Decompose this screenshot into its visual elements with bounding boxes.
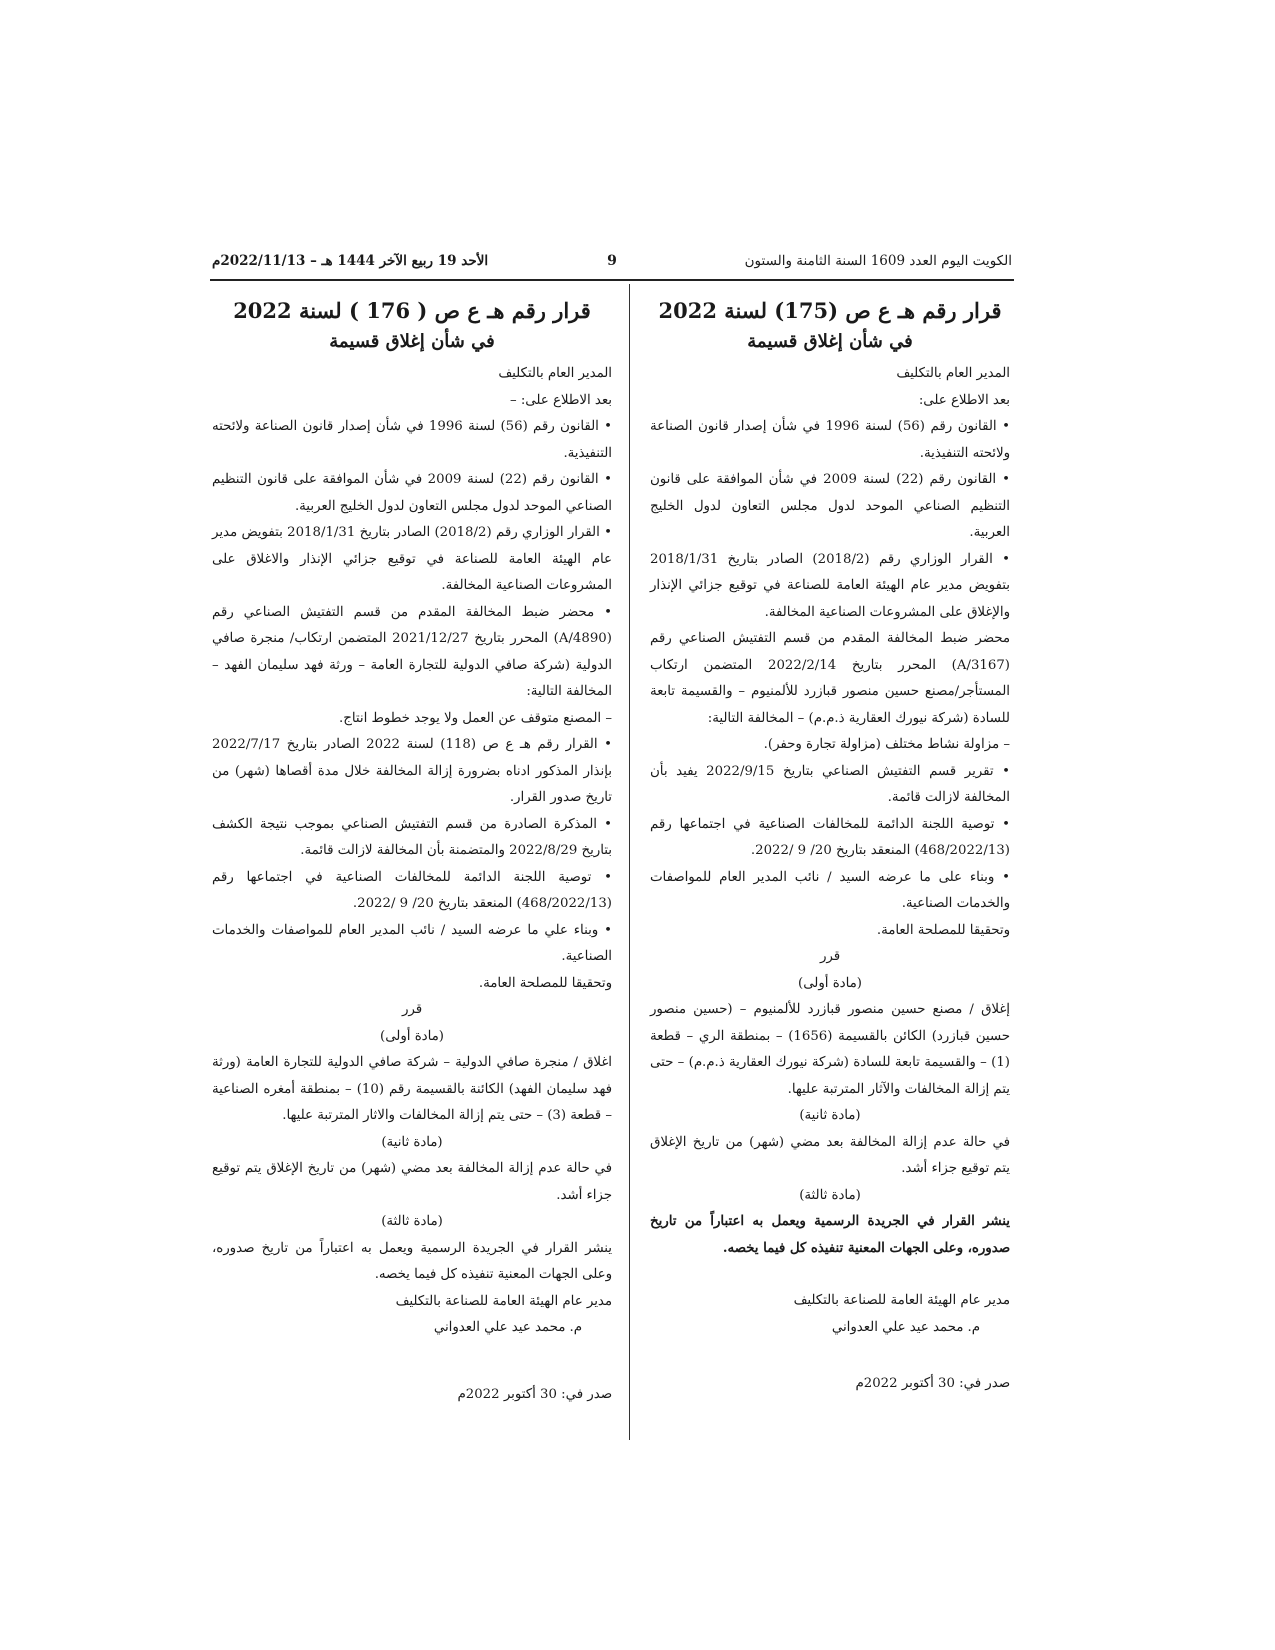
article-2-text: في حالة عدم إزالة المخالفة بعد مضي (شهر) من تاريخ الإغلاق يتم توقيع جزاء أشد. xyxy=(212,1161,612,1203)
article-3-text: ينشر القرار في الجريدة الرسمية ويعمل به اعتباراً من تاريخ صدوره، وعلى الجهات المعنية تنفيذه كل فيما يخصه. xyxy=(650,1214,1010,1256)
article-1-title: (مادة أولى) xyxy=(798,975,862,991)
paragraph: وتحقيقا للمصلحة العامة. xyxy=(478,975,612,991)
signature-title: مدير عام الهيئة العامة للصناعة بالتكليف xyxy=(395,1293,612,1309)
decision-title: قرار رقم هـ ع ص (175) لسنة 2022 xyxy=(658,298,1002,323)
paragraph: • القانون رقم (22) لسنة 2009 في شأن الموافقة على قانون التنظيم الصناعي الموحد لدول مجلس التعاون لدول الخليج العربية. xyxy=(650,472,1011,540)
article-1-text: اغلاق / منجرة صافي الدولية – شركة صافي الدولية للتجارة العامة (ورثة فهد سليمان الفهد) الكائنة بالقسيمة رقم (10) – بمنطقة أمغره الصناعية – قطعة (3) – حتى يتم إزالة المخالفات والاثار المترتبة عليها. xyxy=(212,1055,613,1123)
decision-subtitle: في شأن إغلاق قسيمة xyxy=(329,331,495,352)
page-number: 9 xyxy=(607,253,617,269)
decision-title: قرار رقم هـ ع ص ( 176 ) لسنة 2022 xyxy=(233,298,591,323)
paragraph: • تقرير قسم التفتيش الصناعي بتاريخ 2022/9/15 يفيد بأن المخالفة لازالت قائمة. xyxy=(650,763,1010,805)
signature-name: م. محمد عيد علي العدواني xyxy=(433,1320,582,1335)
paragraph: • القانون رقم (56) لسنة 1996 في شأن إصدار قانون الصناعة ولائحته التنفيذية. xyxy=(212,419,613,461)
header-publication: الكويت اليوم العدد 1609 السنة الثامنة والستون xyxy=(744,253,1012,269)
article-2-title: (مادة ثانية) xyxy=(799,1108,861,1123)
paragraph: • القرار الوزاري رقم (2018/2) الصادر بتاريخ 2018/1/31 بتفويض مدير عام الهيئة العامة للصناعة في توقيع جزائي الإنذار والإغلاق على المشروعات الصناعية المخالفة. xyxy=(650,551,1010,620)
paragraph: • وبناء على ما عرضه السيد / نائب المدير العام للمواصفات والخدمات الصناعية. xyxy=(650,869,1010,911)
signature-name: م. محمد عيد علي العدواني xyxy=(831,1319,980,1335)
article-2-title: (مادة ثانية) xyxy=(381,1134,443,1150)
paragraph: بعد الاطلاع على: – xyxy=(509,392,612,408)
decided-heading: قرر xyxy=(819,949,841,964)
paragraph: محضر ضبط المخالفة المقدم من قسم التفتيش الصناعي رقم (A/3167) المحرر بتاريخ 2022/2/14 المتضمن ارتكاب المستأجر/مصنع حسين منصور قبازرد للألمنيوم – والقسيمة تابعة للسادة (شركة نيورك العقارية ذ.م.م) – المخالفة التالية: xyxy=(650,631,1010,726)
article-3-text: ينشر القرار في الجريدة الرسمية ويعمل به اعتباراً من تاريخ صدوره، وعلى الجهات المعنية تنفيذه كل فيما يخصه. xyxy=(212,1240,612,1282)
paragraph: • القرار رقم هـ ع ص (118) لسنة 2022 الصادر بتاريخ 2022/7/17 بإنذار المذكور ادناه بضرورة إزالة المخالفة خلال مدة أقصاها (شهر) من تاريخ صدور القرار. xyxy=(212,737,613,805)
paragraph: • توصية اللجنة الدائمة للمخالفات الصناعية في اجتماعها رقم (468/2022/13) المنعقد بتاريخ 20/ 9 /2022. xyxy=(212,869,612,911)
article-1-text: إغلاق / مصنع حسين منصور قبازرد للألمنيوم – (حسين منصور حسين قبازرد) الكائن بالقسيمة (1656) – بمنطقة الري – قطعة (1) – والقسيمة تابعة للسادة (شركة نيورك العقارية ذ.م.م) – حتى يتم إزالة المخالفات والآثار المترتبة عليها. xyxy=(650,1002,1010,1097)
paragraph: – مزاولة نشاط مختلف (مزاولة تجارة وحفر). xyxy=(763,737,1010,752)
decision-176-column xyxy=(212,295,612,1408)
paragraph: المدير العام بالتكليف xyxy=(896,366,1010,381)
paragraph: – المصنع متوقف عن العمل ولا يوجد خطوط انتاج. xyxy=(339,710,612,726)
page-header xyxy=(212,253,1012,275)
issued-date: صدر في: 30 أكتوبر 2022م xyxy=(457,1386,612,1402)
paragraph: المدير العام بالتكليف xyxy=(498,366,612,381)
paragraph: وتحقيقا للمصلحة العامة. xyxy=(876,922,1010,938)
column-divider xyxy=(629,284,630,1440)
decision-175-column xyxy=(650,295,1010,1398)
paragraph: • القانون رقم (56) لسنة 1996 في شأن إصدار قانون الصناعة ولائحته التنفيذية. xyxy=(650,419,1010,461)
article-3-title: (مادة ثالثة) xyxy=(799,1187,861,1203)
paragraph: • القرار الوزاري رقم (2018/2) الصادر بتاريخ 2018/1/31 بتفويض مدير عام الهيئة العامة للصناعة في توقيع جزائي الإنذار والاغلاق على المشروعات الصناعية المخالفة. xyxy=(212,525,612,593)
article-3-title: (مادة ثالثة) xyxy=(381,1214,443,1229)
paragraph: بعد الاطلاع على: xyxy=(918,392,1010,408)
paragraph: • القانون رقم (22) لسنة 2009 في شأن الموافقة على قانون التنظيم الصناعي الموحد لدول مجلس التعاون لدول الخليج العربية. xyxy=(212,472,613,514)
signature-title: مدير عام الهيئة العامة للصناعة بالتكليف xyxy=(793,1293,1010,1308)
article-1-title: (مادة أولى) xyxy=(380,1028,444,1044)
decision-subtitle: في شأن إغلاق قسيمة xyxy=(747,331,913,352)
issued-date: صدر في: 30 أكتوبر 2022م xyxy=(855,1376,1010,1391)
decided-heading: قرر xyxy=(401,1002,423,1017)
paragraph: • محضر ضبط المخالفة المقدم من قسم التفتيش الصناعي رقم (A/4890) المحرر بتاريخ 2021/12/27 المتضمن ارتكاب/ منجرة صافي الدولية (شركة صافي الدولية للتجارة العامة – ورثة فهد سليمان الفهد – المخالفة التالية: xyxy=(212,604,612,699)
paragraph: • المذكرة الصادرة من قسم التفتيش الصناعي بموجب نتيجة الكشف بتاريخ 2022/8/29 والمتضمنة بأن المخالفة لازالت قائمة. xyxy=(212,816,612,858)
header-date: الأحد 19 ربيع الآخر 1444 هـ – 2022/11/13م xyxy=(212,253,489,269)
paragraph: • توصية اللجنة الدائمة للمخالفات الصناعية في اجتماعها رقم (468/2022/13) المنعقد بتاريخ 20/ 9 /2022. xyxy=(650,816,1010,858)
article-2-text: في حالة عدم إزالة المخالفة بعد مضي (شهر) من تاريخ الإغلاق يتم توقيع جزاء أشد. xyxy=(650,1134,1010,1176)
header-rule xyxy=(210,279,1014,281)
paragraph: • وبناء علي ما عرضه السيد / نائب المدير العام للمواصفات والخدمات الصناعية. xyxy=(212,922,612,964)
